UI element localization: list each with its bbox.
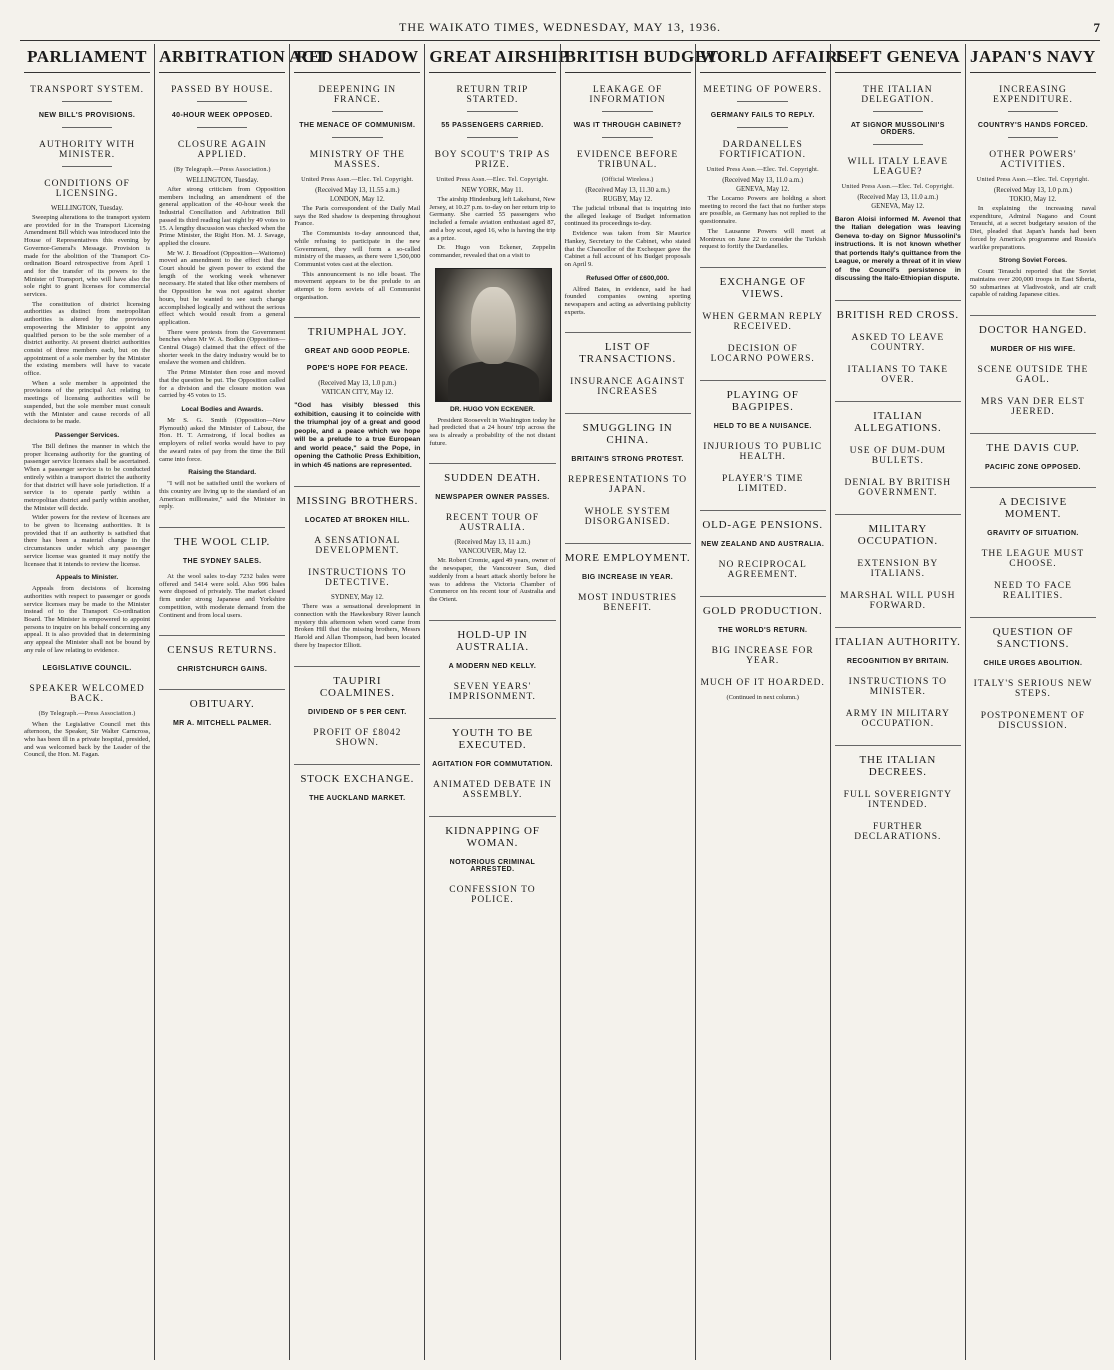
- sidehead: Raising the Standard.: [188, 469, 257, 477]
- deck: RECOGNITION BY BRITAIN.: [846, 657, 949, 665]
- subheading: THE ITALIAN DELEGATION.: [861, 85, 935, 105]
- column-parliament: [20, 44, 154, 1360]
- subheading: TRANSPORT SYSTEM.: [30, 85, 145, 95]
- article-paragraph: The airship Hindenburg left Lakehurst, New Jersey, at 10.27 p.m. to-day on her return trip to Germany. She carried 55 passengers who included a female aviation enthusiast aged 87, and a boy scout, aged 16, who is having the trip as a prize.: [429, 196, 556, 242]
- subheading: ITALY'S SERIOUS NEW STEPS.: [973, 679, 1093, 700]
- story-heading: OLD-AGE PENSIONS.: [700, 510, 826, 531]
- deck: A MODERN NED KELLY.: [448, 662, 537, 670]
- column-heading: ARBITRATION ACT: [159, 44, 285, 73]
- deck: THE WORLD'S RETURN.: [718, 626, 808, 634]
- article-paragraph: Alfred Bates, in evidence, said he had founded companies owning sporting newspapers and acting as advertising publicity experts.: [564, 285, 691, 316]
- deck: CHRISTCHURCH GAINS.: [177, 666, 268, 674]
- story-heading: TAUPIRI COALMINES.: [294, 666, 420, 699]
- article-paragraph: The constitution of district licensing authorities as distinct from metropolitan authorities is altered by the provision empowering the Minister to appoint any qualified person to be the sole member of a district authority. At present district authorities consist of three members each, but on the appointment of a sole member by the Minister the existing members will have to vacate office.: [24, 300, 151, 378]
- article-paragraph: The Locarno Powers are holding a short meeting to record the fact that no further steps are possible, as Germany has not replied to the questionnaire.: [699, 195, 826, 226]
- article-paragraph: This announcement is no idle boast. The movement appears to be the prelude to an attempt to form soviets of all Communist organisation.: [294, 270, 421, 301]
- story-heading: BRITISH RED CROSS.: [835, 300, 961, 321]
- divider: [332, 137, 382, 138]
- column-red-shadow: [289, 44, 424, 1360]
- page-columns: [20, 44, 1100, 1360]
- article-paragraph: The Communists to-day announced that, while refusing to participate in the new Government, they will form a so-called ministry of the masses, as there were 1,500,000 Communist votes cast at the election.: [294, 230, 421, 268]
- deck: HELD TO BE A NUISANCE.: [713, 422, 812, 430]
- bold-paragraph: "God has visibly blessed this exhibition, causing it to coincide with the triumphal joy of a great and good people, and a peace which we hope will be a prelude to a true European and world peace," said the Pope, in opening the Catholic Press Exhibition, in which 45 nations are represented.: [294, 402, 421, 469]
- received-line: (Received May 13, 11.0 a.m.): [857, 194, 939, 201]
- deck: NEW BILL'S PROVISIONS.: [38, 112, 136, 119]
- dateline: VANCOUVER, May 12.: [458, 548, 527, 556]
- story-heading: MISSING BROTHERS.: [294, 486, 420, 507]
- divider: [62, 101, 112, 102]
- deck: POPE'S HOPE FOR PEACE.: [306, 365, 408, 373]
- deck: GREAT AND GOOD PEOPLE.: [304, 348, 410, 356]
- received-line: (Received May 13, 11.30 a.m.): [585, 187, 670, 194]
- subheading: MOST INDUSTRIES BENEFIT.: [578, 593, 678, 614]
- article-paragraph: The Paris correspondent of the Daily Mail says the Red shadow is deepening throughout France.: [294, 205, 421, 228]
- subheading: FURTHER DECLARATIONS.: [854, 821, 942, 842]
- subheading: A SENSATIONAL DEVELOPMENT.: [314, 536, 401, 557]
- page-number: 7: [1093, 20, 1100, 35]
- subheading: AUTHORITY WITH MINISTER.: [39, 140, 136, 160]
- deck: LOCATED AT BROKEN HILL.: [304, 517, 410, 525]
- sidehead: Passenger Services.: [54, 431, 120, 439]
- credit-line: United Press Assn.—Elec. Tel. Copyright.: [706, 166, 819, 173]
- dateline: SYDNEY, May 12.: [330, 594, 384, 602]
- subheading: NO RECIPROCAL AGREEMENT.: [718, 559, 807, 580]
- dateline: GENEVA, May 12.: [871, 203, 925, 210]
- deck: AT SIGNOR MUSSOLINI'S ORDERS.: [850, 122, 945, 136]
- subheading: INSTRUCTIONS TO DETECTIVE.: [308, 568, 407, 589]
- article-paragraph: Mr S. G. Smith (Opposition—New Plymouth) asked the Minister of Labour, the Hon. H. T. Armstrong, if local bodies as employers of relief works would have to pay the award rates of pay from the time the Bill came into force.: [159, 416, 286, 463]
- deck: MURDER OF HIS WIFE.: [990, 346, 1076, 354]
- story-heading: THE WOOL CLIP.: [159, 527, 285, 548]
- subheading: FULL SOVEREIGNTY INTENDED.: [843, 789, 952, 810]
- subheading: INCREASING EXPENDITURE.: [993, 85, 1073, 105]
- deck: NEW ZEALAND AND AUSTRALIA.: [701, 540, 825, 548]
- article-paragraph: After strong criticism from Opposition members including an amendment of the general application of the 40-hour week the Industrial Conciliation and Arbitration Bill passed its third reading last night by 49 votes to 15. A lengthy discussion was checked when the Prime Minister, the Right Hon. M. J. Savage, applied the closure.: [159, 186, 286, 247]
- deck: BIG INCREASE IN YEAR.: [582, 574, 674, 582]
- story-heading: OBITUARY.: [159, 689, 285, 710]
- subheading: INSTRUCTIONS TO MINISTER.: [848, 676, 947, 697]
- deck: NEWSPAPER OWNER PASSES.: [435, 494, 550, 502]
- photo-image: [435, 268, 551, 402]
- masthead-title: THE WAIKATO TIMES, WEDNESDAY, MAY 13, 1936.: [399, 20, 721, 34]
- received-line: (Received May 13, 11.0 a.m.): [722, 177, 804, 184]
- divider: [467, 137, 517, 138]
- column-budget: [560, 44, 719, 1360]
- deck: THE MENACE OF COMMUNISM.: [299, 122, 416, 129]
- subheading: OTHER POWERS' ACTIVITIES.: [989, 150, 1077, 170]
- divider: [197, 127, 247, 128]
- subheading: WILL ITALY LEAVE LEAGUE?: [847, 157, 949, 177]
- deck: MR A. MITCHELL PALMER.: [172, 720, 272, 728]
- story-heading: DOCTOR HANGED.: [970, 315, 1096, 336]
- deck: AGITATION FOR COMMUTATION.: [432, 760, 553, 768]
- subheading: RECENT TOUR OF AUSTRALIA.: [445, 513, 540, 534]
- story-heading: ITALIAN AUTHORITY.: [835, 627, 961, 648]
- article-paragraph: "I will not be satisfied until the workers of this country are living up to the standard of an American millionaire," said the Minister in reply.: [159, 480, 286, 511]
- article-paragraph: At the wool sales to-day 7232 bales were offered and 5414 were sold. Also 996 bales were disposed of privately. The market closed firm under strong Japanese and Yorkshire competition, with moderate demand from the Continent and from local users.: [159, 573, 286, 619]
- subheading: ITALIANS TO TAKE OVER.: [847, 364, 949, 385]
- dateline: VATICAN CITY, May 12.: [321, 389, 394, 397]
- story-heading: MORE EMPLOYMENT.: [565, 543, 691, 564]
- masthead: [20, 20, 1100, 41]
- sidehead: Refused Offer of £600,000.: [586, 274, 669, 282]
- subheading: NEED TO FACE REALITIES.: [993, 581, 1072, 602]
- subheading: BIG INCREASE FOR YEAR.: [711, 645, 814, 666]
- deck: BRITAIN'S STRONG PROTEST.: [571, 456, 684, 464]
- subheading: INJURIOUS TO PUBLIC HEALTH.: [703, 441, 823, 462]
- deck: NOTORIOUS CRIMINAL ARRESTED.: [449, 858, 536, 873]
- subheading: RETURN TRIP STARTED.: [456, 85, 529, 105]
- story-heading: A DECISIVE MOMENT.: [970, 487, 1096, 520]
- divider: [602, 111, 652, 112]
- column-heading: PARLIAMENT: [24, 44, 150, 73]
- subheading: MEETING OF POWERS.: [703, 85, 822, 95]
- story-heading: LIST OF TRANSACTIONS.: [565, 332, 691, 365]
- subheading: SCENE OUTSIDE THE GAOL.: [977, 365, 1089, 386]
- article-paragraph: Appeals from decisions of licensing authorities with respect to passenger or goods service licenses may be made to the Minister instead of to the Transport Co-ordination Board. The Minister is empowered to appoint persons to inquire on his behalf concerning any appeal. It is also provided that in determining any appeal the Minister shall not be bound by any rule of law relating to evidence.: [24, 585, 151, 654]
- photo-caption: DR. HUGO VON ECKENER.: [449, 405, 535, 413]
- column-heading: JAPAN'S NAVY: [970, 44, 1096, 73]
- story-heading: EXCHANGE OF VIEWS.: [700, 267, 826, 300]
- story-heading: SMUGGLING IN CHINA.: [565, 413, 691, 446]
- story-heading: MILITARY OCCUPATION.: [835, 514, 961, 547]
- credit-line: United Press Assn.—Elec. Tel. Copyright.: [436, 176, 549, 183]
- subheading: CLOSURE AGAIN APPLIED.: [177, 140, 267, 160]
- divider: [62, 166, 112, 167]
- sidehead: Appeals to Minister.: [55, 574, 119, 582]
- subheading: USE OF DUM-DUM BULLETS.: [849, 445, 946, 466]
- divider: [332, 111, 382, 112]
- deck: GERMANY FAILS TO REPLY.: [710, 112, 815, 119]
- article-paragraph: When a sole member is appointed the provisions of the principal Act relating to meetings of licensing authorities will be suspended, but the sole member must consult with the Minister and cause records of all decisions to be made.: [24, 379, 151, 426]
- article-paragraph: There were protests from the Government benches when Mr W. A. Bodkin (Opposition—Central Otago) claimed that the effect of the shorter week in the dairy industry would be to enslave the women and children.: [159, 328, 286, 367]
- subheading: PROFIT OF £8042 SHOWN.: [313, 727, 402, 748]
- portrait-photo: [435, 268, 549, 413]
- story-heading: SUDDEN DEATH.: [429, 463, 555, 484]
- deck: 40-HOUR WEEK OPPOSED.: [171, 112, 273, 119]
- subheading: DEEPENING IN FRANCE.: [318, 85, 397, 105]
- column-japans-navy: [965, 44, 1100, 1360]
- column-heading: RED SHADOW: [294, 44, 420, 73]
- dateline: WELLINGTON, Tuesday.: [51, 205, 124, 212]
- article-paragraph: Mr. Robert Cromie, aged 49 years, owner of the newspaper, the Vancouver Sun, died suddenly from a heart attack shortly before he was to address the Victoria Chamber of Commerce on his recent tour of Australia and the Orient.: [429, 557, 556, 603]
- deck: 55 PASSENGERS CARRIED.: [441, 122, 544, 129]
- article-paragraph: President Roosevelt in Washington today he had predicted that a 24 hours' trip across the sea is already a probability of the not distant future.: [429, 416, 556, 447]
- article-paragraph: In explaining the increasing naval expenditure, Admiral Nagano and Count Terauchi, at a secret budgetary session of the Diet, pleaded that Japan's hands had been forced by America's programme and Russia's warlike preparations.: [969, 205, 1096, 251]
- article-paragraph: The Lausanne Powers will meet at Montreux on June 22 to consider the Turkish request to fortify the Dardanelles.: [699, 227, 826, 251]
- sidehead: Strong Soviet Forces.: [998, 257, 1068, 265]
- subheading: MUCH OF IT HOARDED.: [700, 677, 825, 688]
- divider: [1008, 111, 1058, 112]
- subheading: LEAKAGE OF INFORMATION: [589, 85, 666, 105]
- subheading: THE LEAGUE MUST CHOOSE.: [981, 549, 1085, 570]
- story-heading: KIDNAPPING OF WOMAN.: [429, 816, 555, 849]
- divider: [873, 111, 923, 112]
- column-arbitration: [154, 44, 327, 1360]
- subheading: ASKED TO LEAVE COUNTRY.: [851, 332, 945, 353]
- subheading: DECISION OF LOCARNO POWERS.: [710, 343, 815, 364]
- story-heading: ITALIAN ALLEGATIONS.: [835, 401, 961, 434]
- column-heading: BRITISH BUDGET: [565, 44, 691, 73]
- story-heading: YOUTH TO BE EXECUTED.: [429, 718, 555, 751]
- subheading: REPRESENTATIONS TO JAPAN.: [568, 475, 688, 496]
- subheading: BOY SCOUT'S TRIP AS PRIZE.: [434, 150, 551, 170]
- article-paragraph: Count Terauchi reported that the Soviet maintains over 200,000 troops in East Siberia, 50 submarines at Vladivostok, and air craft capable of raiding Japanese cities.: [969, 268, 1096, 299]
- article-paragraph: The judicial tribunal that is inquiring into the alleged leakage of Budget information continued its proceedings to-day.: [564, 205, 691, 228]
- continued-note: (Continued in next column.): [726, 693, 799, 701]
- deck: CHILE URGES ABOLITION.: [983, 660, 1083, 668]
- subheading: DARDANELLES FORTIFICATION.: [719, 140, 806, 160]
- story-heading: THE DAVIS CUP.: [970, 433, 1096, 454]
- subheading: SEVEN YEARS' IMPRISONMENT.: [448, 681, 536, 702]
- subheading: MRS VAN DER ELST JEERED.: [980, 397, 1085, 418]
- dateline: LONDON, May 12.: [329, 196, 385, 203]
- article-paragraph: There was a sensational development in connection with the Hawkesbury River launch mystery this afternoon when word came from Broken Hill that the missing brothers, Messrs Harold and Allan Thompson, had been located there by Inspector Elliott.: [294, 603, 421, 649]
- subheading: SPEAKER WELCOMED BACK.: [29, 683, 145, 704]
- story-heading: HOLD-UP IN AUSTRALIA.: [429, 620, 555, 653]
- subheading: EXTENSION BY ITALIANS.: [857, 558, 939, 579]
- received-line: (Received May 13, 11.55 a.m.): [315, 187, 400, 194]
- article-paragraph: Wider powers for the review of licenses are to be given to licensing authorities. It is provided that if an authority is satisfied that there has been a material change in the circumstances under which any passenger service license was granted it may notify the licensee that it intends to review the license.: [24, 514, 151, 568]
- story-heading: THE ITALIAN DECREES.: [835, 745, 961, 778]
- divider: [197, 101, 247, 102]
- credit-line: United Press Assn.—Elec. Tel. Copyright.: [841, 183, 954, 190]
- bold-paragraph: Baron Aloisi informed M. Avenol that the Italian delegation was leaving Geneva to-day on Signor Mussolini's instructions. It is not known whether that portends Italy's quittance from the League, or merely a threat of it in view of the Council's persistence in discussing the Italo-Ethiopian dispute.: [834, 216, 961, 283]
- subheading: ANIMATED DEBATE IN ASSEMBLY.: [433, 779, 552, 800]
- column-heading: WORLD AFFAIRS: [700, 44, 826, 73]
- article-paragraph: The Prime Minister then rose and moved that the question be put. The Opposition called for a division and the closure motion was carried by 45 votes to 15.: [159, 369, 286, 400]
- deck: THE SYDNEY SALES.: [182, 558, 262, 566]
- subheading: CONFESSION TO POLICE.: [449, 884, 536, 905]
- column-airship: [424, 44, 569, 1360]
- story-heading: PLAYING OF BAGPIPES.: [700, 380, 826, 413]
- divider: [467, 111, 517, 112]
- divider: [62, 127, 112, 128]
- article-paragraph: Mr W. J. Broadfoot (Opposition—Waitomo) moved an amendment to the effect that the Court should be given power to extend the length of the working week whenever necessary. He stated that like other members of the Opposition he was not against shorter hours, but he wanted to see such change accomplished logically and without the serious effect which would result from a general application.: [159, 249, 286, 326]
- divider: [737, 101, 787, 102]
- column-left-geneva: [830, 44, 965, 1360]
- deck: LEGISLATIVE COUNCIL.: [42, 664, 132, 672]
- dateline: GENEVA, May 12.: [736, 186, 790, 193]
- deck: COUNTRY'S HANDS FORCED.: [977, 122, 1089, 129]
- received-line: (Received May 13, 11 a.m.): [454, 539, 531, 547]
- article-paragraph: Dr. Hugo von Eckener, Zeppelin commander, revealed that on a visit to: [429, 244, 556, 259]
- credit-line: United Press Assn.—Elec. Tel. Copyright.: [976, 176, 1090, 183]
- story-heading: CENSUS RETURNS.: [159, 635, 285, 656]
- column-heading: LEFT GENEVA: [835, 44, 961, 73]
- subheading: MARSHAL WILL PUSH FORWARD.: [840, 590, 956, 611]
- story-heading: STOCK EXCHANGE.: [294, 764, 420, 785]
- credit-line: (By Telegraph.—Press Association.): [38, 709, 136, 717]
- deck: THE AUCKLAND MARKET.: [309, 794, 406, 802]
- subheading: WHOLE SYSTEM DISORGANISED.: [584, 507, 671, 528]
- subheading: INSURANCE AGAINST INCREASES: [570, 377, 686, 398]
- dateline: TOKIO, May 12.: [1009, 196, 1057, 203]
- article-paragraph: Evidence was taken from Sir Maurice Hankey, Secretary to the Cabinet, who stated that the Chancellor of the Exchequer gave the Cabinet a full account of his Budget proposals on April 9.: [564, 230, 691, 268]
- story-heading: QUESTION OF SANCTIONS.: [970, 617, 1096, 650]
- subheading: MINISTRY OF THE MASSES.: [309, 150, 405, 170]
- divider: [602, 137, 652, 138]
- sidehead: Local Bodies and Awards.: [181, 405, 264, 413]
- deck: DIVIDEND OF 5 PER CENT.: [307, 708, 407, 716]
- divider: [1008, 137, 1058, 138]
- dateline: WELLINGTON, Tuesday.: [186, 177, 259, 184]
- deck: GRAVITY OF SITUATION.: [987, 530, 1079, 538]
- subheading: EVIDENCE BEFORE TRIBUNAL.: [576, 150, 679, 170]
- divider: [737, 127, 787, 128]
- subheading: PLAYER'S TIME LIMITED.: [721, 473, 804, 494]
- column-world-affairs: [695, 44, 848, 1360]
- subheading: WHEN GERMAN REPLY RECEIVED.: [702, 311, 823, 332]
- article-paragraph: Sweeping alterations to the transport system are provided for in the Transport Licensing Amendment Bill which was introduced into the House of Representatives this evening by Governor-General's Message. Provision is made for the abolition of the Transport Co-ordination Board retrospective from April 1 and for the transfer of its powers to the Minister of Transport, who will have also the sole right to grant licenses for commercial services.: [24, 214, 151, 299]
- article-paragraph: When the Legislative Council met this afternoon, the Speaker, Sir Walter Carncross, who has been ill in a private hospital, presided, and was welcomed back by the Leader of the Council, the Hon. M. Fagan.: [24, 720, 151, 759]
- story-heading: GOLD PRODUCTION.: [700, 596, 826, 617]
- subheading: POSTPONEMENT OF DISCUSSION.: [980, 711, 1086, 732]
- subheading: DENIAL BY BRITISH GOVERNMENT.: [844, 477, 952, 498]
- divider: [873, 144, 923, 145]
- column-heading: GREAT AIRSHIP: [429, 44, 555, 73]
- dateline: NEW YORK, May 11.: [461, 187, 524, 194]
- subheading: CONDITIONS OF LICENSING.: [44, 179, 130, 199]
- dateline: RUGBY, May 12.: [603, 196, 653, 203]
- subheading: PASSED BY HOUSE.: [171, 85, 274, 95]
- deck: PACIFIC ZONE OPPOSED.: [985, 464, 1081, 472]
- article-paragraph: The Bill defines the manner in which the proper licensing authority for the granting of passenger service licenses shall be ascertained. When a passenger service is to be conducted entirely within a transport district the authority for that district will have sole jurisdiction. If a service is to operate partly within a metropolitan district and partly within another, the Minister will decide.: [24, 442, 151, 512]
- credit-line: United Press Assn.—Elec. Tel. Copyright.: [301, 176, 414, 183]
- credit-line: (By Telegraph.—Press Association.): [173, 166, 271, 173]
- subheading: ARMY IN MILITARY OCCUPATION.: [845, 708, 950, 729]
- received-line: (Received May 13, 1.0 p.m.): [318, 380, 397, 388]
- deck: WAS IT THROUGH CABINET?: [573, 122, 682, 129]
- credit-line: (Official Wireless.): [601, 176, 654, 183]
- received-line: (Received May 13, 1.0 p.m.): [993, 187, 1073, 194]
- story-heading: TRIUMPHAL JOY.: [294, 317, 420, 338]
